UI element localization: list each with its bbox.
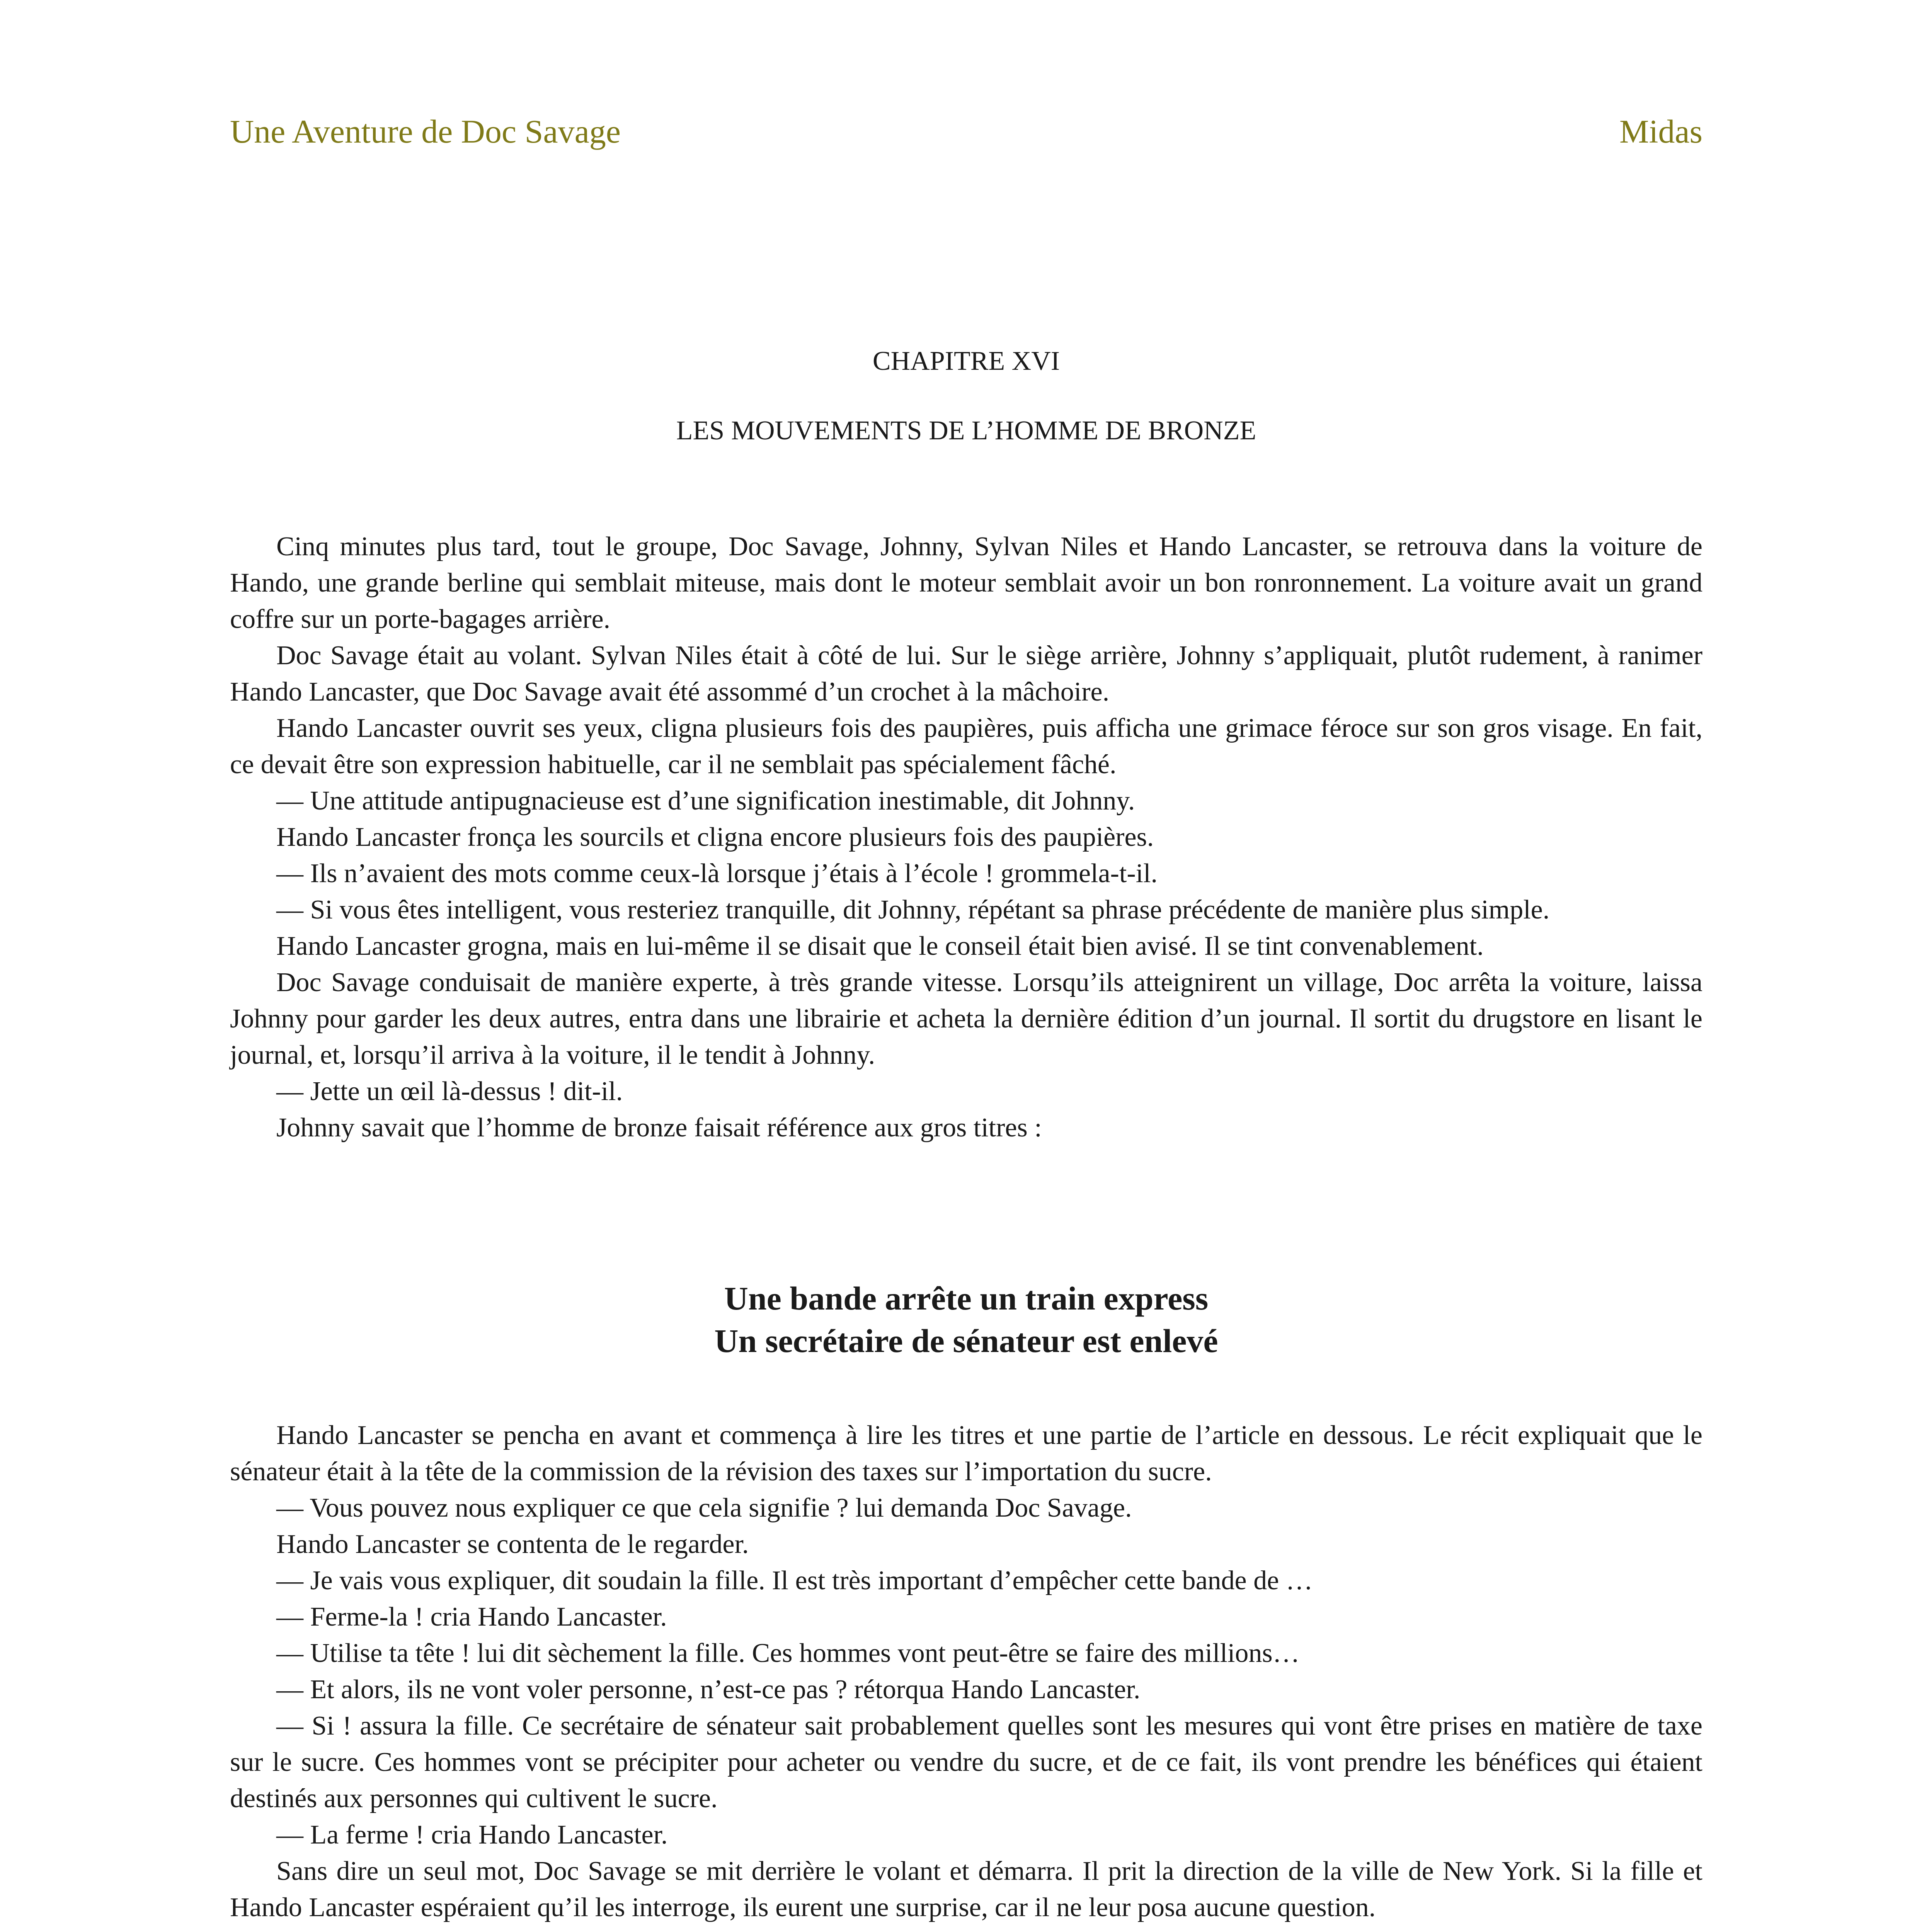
paragraph: — Vous pouvez nous expliquer ce que cela signifie ? lui demanda Doc Savage. (276, 1493, 1132, 1523)
paragraph: Hando Lancaster se contenta de le regarder. (276, 1529, 749, 1559)
newspaper-headline (230, 1277, 1702, 1362)
paragraph: Cinq minutes plus tard, tout le groupe, Doc Savage, Johnny, Sylvan Niles et Hando Lancaster, se retrouva dans la voiture de Hando, une grande berline qui semblait miteuse, mais dont le moteur semblait avoir un bon ronronnement. La voiture avait un grand coffre sur un porte-bagages arrière. (230, 532, 1702, 634)
paragraph: — Une attitude antipugnacieuse est d’une signification inestimable, dit Johnny. (276, 786, 1135, 816)
paragraph: Hando Lancaster ouvrit ses yeux, cligna plusieurs fois des paupières, puis afficha une grimace féroce sur son gros visage. En fait, ce devait être son expression habituelle, car il ne semblait pas spécialement fâché. (230, 713, 1702, 779)
paragraph: — La ferme ! cria Hando Lancaster. (276, 1820, 668, 1850)
text-section-1 (230, 529, 1702, 1146)
header-story-title: Midas (1619, 113, 1702, 150)
running-header (230, 112, 1702, 151)
paragraph: Johnny savait que l’homme de bronze faisait référence aux gros titres : (276, 1113, 1042, 1143)
paragraph: Hando Lancaster se pencha en avant et commença à lire les titres et une partie de l’article en dessous. Le récit expliquait que le sénateur était à la tête de la commission de la révision des taxes sur l’importation du sucre. (230, 1420, 1702, 1486)
paragraph: — Ferme-la ! cria Hando Lancaster. (276, 1602, 667, 1632)
paragraph: — Jette un œil là-dessus ! dit-il. (276, 1077, 623, 1106)
paragraph: — Et alors, ils ne vont voler personne, n’est-ce pas ? rétorqua Hando Lancaster. (276, 1675, 1141, 1704)
paragraph: — Ils n’avaient des mots comme ceux-là lorsque j’étais à l’école ! grommela-t-il. (276, 859, 1158, 888)
text-section-2 (230, 1417, 1702, 1926)
paragraph: Doc Savage conduisait de manière experte, à très grande vitesse. Lorsqu’ils atteignirent un village, Doc arrêta la voiture, laissa Johnny pour garder les deux autres, entra dans une librairie et acheta la dernière édition d’un journal. Il sortit du drugstore en lisant le journal, et, lorsqu’il arriva à la voiture, il le tendit à Johnny. (230, 968, 1702, 1070)
headline-line-1: Une bande arrête un train express (724, 1280, 1209, 1317)
chapter-number: CHAPITRE XVI (872, 346, 1060, 376)
paragraph: Hando Lancaster fronça les sourcils et cligna encore plusieurs fois des paupières. (276, 822, 1154, 852)
headline-line-2: Un secrétaire de sénateur est enlevé (714, 1322, 1218, 1359)
paragraph: Doc Savage était au volant. Sylvan Niles était à côté de lui. Sur le siège arrière, Johnny s’appliquait, plutôt rudement, à ranimer Hando Lancaster, que Doc Savage avait été assommé d’un crochet à la mâchoire. (230, 641, 1702, 707)
paragraph: — Je vais vous expliquer, dit soudain la fille. Il est très important d’empêcher cette bande de … (276, 1566, 1313, 1595)
paragraph: — Si ! assura la fille. Ce secrétaire de sénateur sait probablement quelles sont les mesures qui vont être prises en matière de taxe sur le sucre. Ces hommes vont se précipiter pour acheter ou vendre du sucre, et de ce fait, ils vont prendre les bénéfices qui étaient destinés aux personnes qui cultivent le sucre. (230, 1711, 1702, 1813)
paragraph: Sans dire un seul mot, Doc Savage se mit derrière le volant et démarra. Il prit la direction de la ville de New York. Si la fille et Hando Lancaster espéraient qu’il les interroge, ils eurent une surprise, car il ne leur posa aucune question. (230, 1856, 1702, 1922)
header-book-title: Une Aventure de Doc Savage (230, 113, 621, 150)
paragraph: Hando Lancaster grogna, mais en lui-même il se disait que le conseil était bien avisé. Il se tint convenablement. (276, 931, 1484, 961)
paragraph: — Utilise ta tête ! lui dit sèchement la fille. Ces hommes vont peut-être se faire des millions… (276, 1638, 1300, 1668)
paragraph: — Si vous êtes intelligent, vous resteriez tranquille, dit Johnny, répétant sa phrase précédente de manière plus simple. (276, 895, 1550, 925)
chapter-title: LES MOUVEMENTS DE L’HOMME DE BRONZE (676, 416, 1256, 446)
